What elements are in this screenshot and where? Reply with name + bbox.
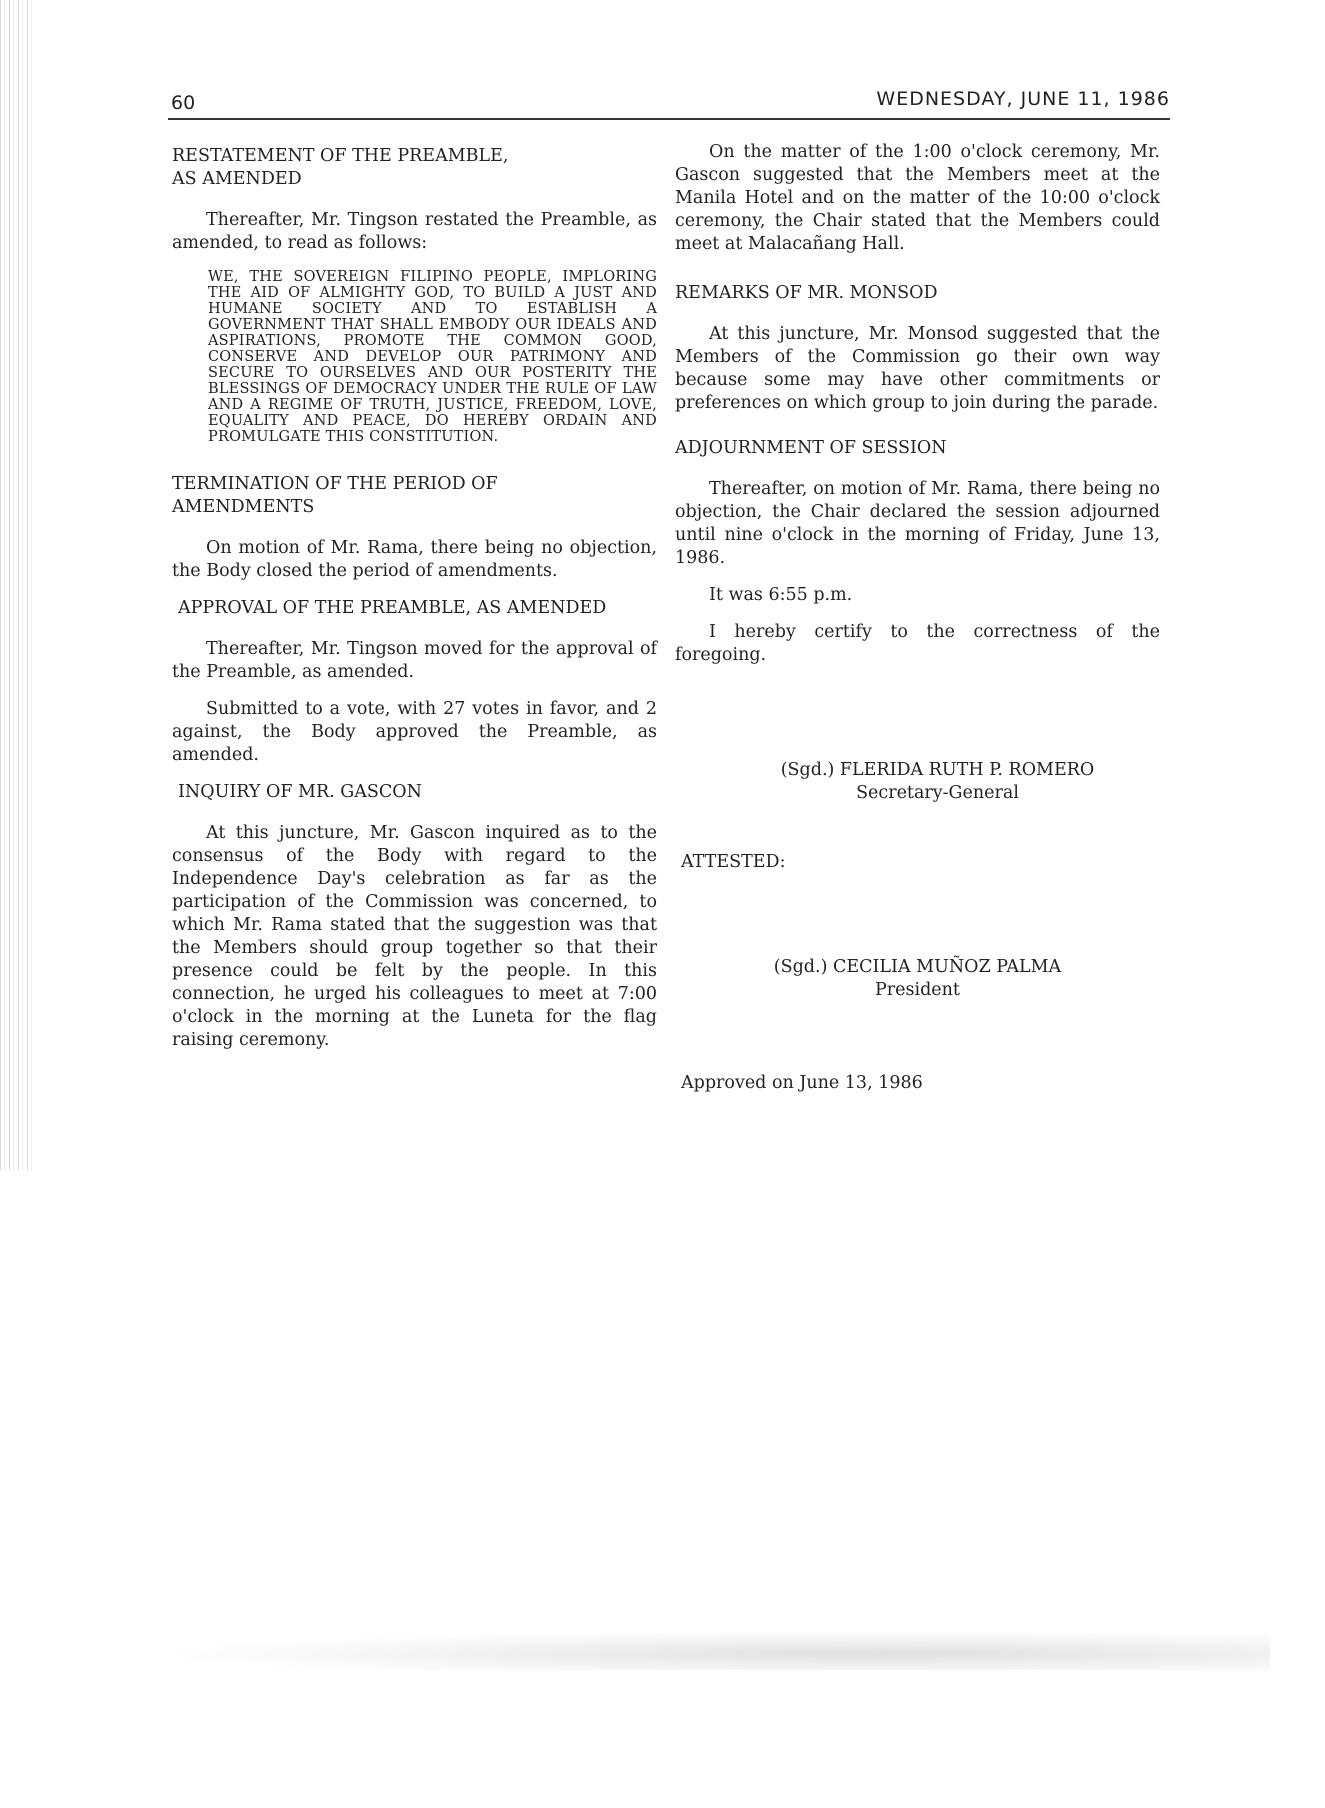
section-heading-termination — [172, 473, 657, 519]
paragraph: Submitted to a vote, with 27 votes in favor, and 2 against, the Body approved the Preamble, as amended. — [172, 699, 657, 765]
section-heading-adjournment: ADJOURNMENT OF SESSION — [675, 438, 947, 458]
header-rule — [168, 118, 1170, 120]
paragraph: Thereafter, Mr. Tingson restated the Preamble, as amended, to read as follows: — [172, 210, 657, 253]
section-heading-inquiry: INQUIRY OF MR. GASCON — [178, 782, 422, 802]
attested-label: ATTESTED: — [681, 852, 786, 872]
section-heading-approval: APPROVAL OF THE PREAMBLE, AS AMENDED — [178, 598, 607, 618]
paragraph: On motion of Mr. Rama, there being no objection, the Body closed the period of amendments. — [172, 538, 657, 581]
running-head-date: WEDNESDAY, JUNE 11, 1986 — [876, 88, 1170, 110]
heading-line: RESTATEMENT OF THE PREAMBLE, — [172, 146, 509, 166]
heading-line: AMENDMENTS — [172, 497, 315, 517]
section-heading-remarks: REMARKS OF MR. MONSOD — [675, 283, 938, 303]
scan-noise-artifact — [150, 1630, 1270, 1670]
left-column — [172, 145, 657, 1066]
signatory-name: (Sgd.) FLERIDA RUTH P. ROMERO — [780, 760, 1095, 780]
signatory-name: (Sgd.) CECILIA MUÑOZ PALMA — [773, 957, 1062, 977]
paragraph: On the matter of the 1:00 o'clock ceremony, Mr. Gascon suggested that the Members meet at the Manila Hotel and on the matter of the 10:00 o'clock ceremony, the Chair stated that the Members could meet at Malacañang Hall. — [675, 142, 1160, 254]
paragraph: At this juncture, Mr. Gascon inquired as to the consensus of the Body with regard to the Independence Day's celebration as far as the participation of the Commission was concerned, to which Mr. Rama stated that the suggestion was that the Members should group together so that their presence could be felt by the people. In this connection, he urged his colleagues to meet at 7:00 o'clock in the morning at the Luneta for the flag raising ceremony. — [172, 823, 657, 1050]
signatory-title: President — [875, 980, 960, 1000]
heading-line: TERMINATION OF THE PERIOD OF — [172, 474, 498, 494]
paragraph: Thereafter, Mr. Tingson moved for the approval of the Preamble, as amended. — [172, 639, 657, 682]
certification: I hereby certify to the correctness of the foregoing. — [675, 622, 1160, 665]
right-column — [675, 141, 1160, 1095]
page-number: 60 — [171, 92, 196, 114]
section-heading-restatement — [172, 145, 657, 191]
preamble-quote: WE, THE SOVEREIGN FILIPINO PEOPLE, IMPLORING THE AID OF ALMIGHTY GOD, TO BUILD A JUST AND HUMANE SOCIETY AND TO ESTABLISH A GOVERNMENT THAT SHALL EMBODY OUR IDEALS AND ASPIRATIONS, PROMOTE THE COMMON GOOD, CONSERVE AND DEVELOP OUR PATRIMONY AND SECURE TO OURSELVES AND OUR POSTERITY THE BLESSINGS OF DEMOCRACY UNDER THE RULE OF LAW AND A REGIME OF TRUTH, JUSTICE, FREEDOM, LOVE, EQUALITY AND PEACE, DO HEREBY ORDAIN AND PROMULGATE THIS CONSTITUTION. — [208, 269, 657, 445]
signatory-title: Secretary-General — [856, 783, 1019, 803]
scan-edge-artifact — [0, 0, 34, 1170]
paragraph: Thereafter, on motion of Mr. Rama, there being no objection, the Chair declared the session adjourned until nine o'clock in the morning of Friday, June 13, 1986. — [675, 479, 1160, 568]
heading-line: AS AMENDED — [172, 169, 302, 189]
paragraph: At this juncture, Mr. Monsod suggested that the Members of the Commission go their own way because some may have other commitments or preferences on which group to join during the parade. — [675, 324, 1160, 413]
approval-date: Approved on June 13, 1986 — [681, 1073, 923, 1093]
time-statement: It was 6:55 p.m. — [709, 585, 853, 605]
